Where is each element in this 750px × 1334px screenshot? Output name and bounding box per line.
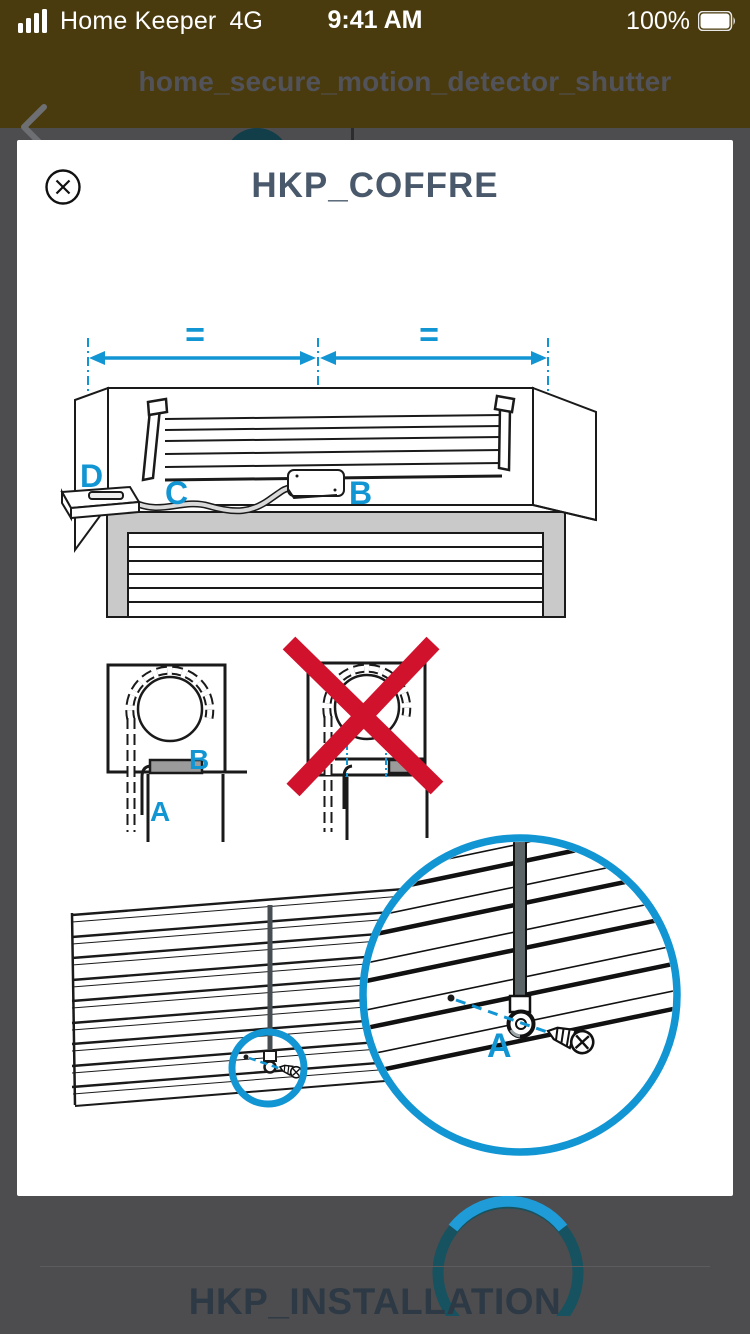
page-title: home_secure_motion_detector_shutter <box>138 66 672 97</box>
background-next-card <box>0 1196 750 1334</box>
window-drawing <box>107 512 565 617</box>
label-c: C <box>165 475 189 511</box>
equal-mark-left: = <box>185 316 205 354</box>
correct-section-drawing <box>108 665 247 842</box>
battery-icon <box>698 11 736 31</box>
detail-zoom-drawing <box>347 807 697 1152</box>
nav-bar <box>0 42 750 128</box>
carrier-label: Home Keeper <box>60 6 217 35</box>
document-viewer-modal <box>17 140 733 1196</box>
label-d: D <box>80 458 104 494</box>
clock-label: 9:41 AM <box>327 6 423 34</box>
network-type-label: 4G <box>229 6 263 35</box>
device-b-drawing <box>288 470 344 498</box>
next-document-title: HKP_INSTALLATION <box>188 1281 562 1322</box>
section-label-a: A <box>150 796 171 827</box>
document-title: HKP_COFFRE <box>251 166 499 205</box>
background-divider <box>351 128 354 140</box>
section-label-b: B <box>189 744 210 775</box>
zoom-label-a: A <box>487 1027 512 1065</box>
list-divider <box>40 1266 710 1267</box>
installation-diagram <box>17 140 733 1196</box>
equal-mark-right: = <box>419 316 439 354</box>
status-bar <box>0 0 750 42</box>
wrong-section-drawing <box>289 643 437 840</box>
label-b: B <box>349 475 373 511</box>
battery-percent-label: 100% <box>626 6 690 35</box>
